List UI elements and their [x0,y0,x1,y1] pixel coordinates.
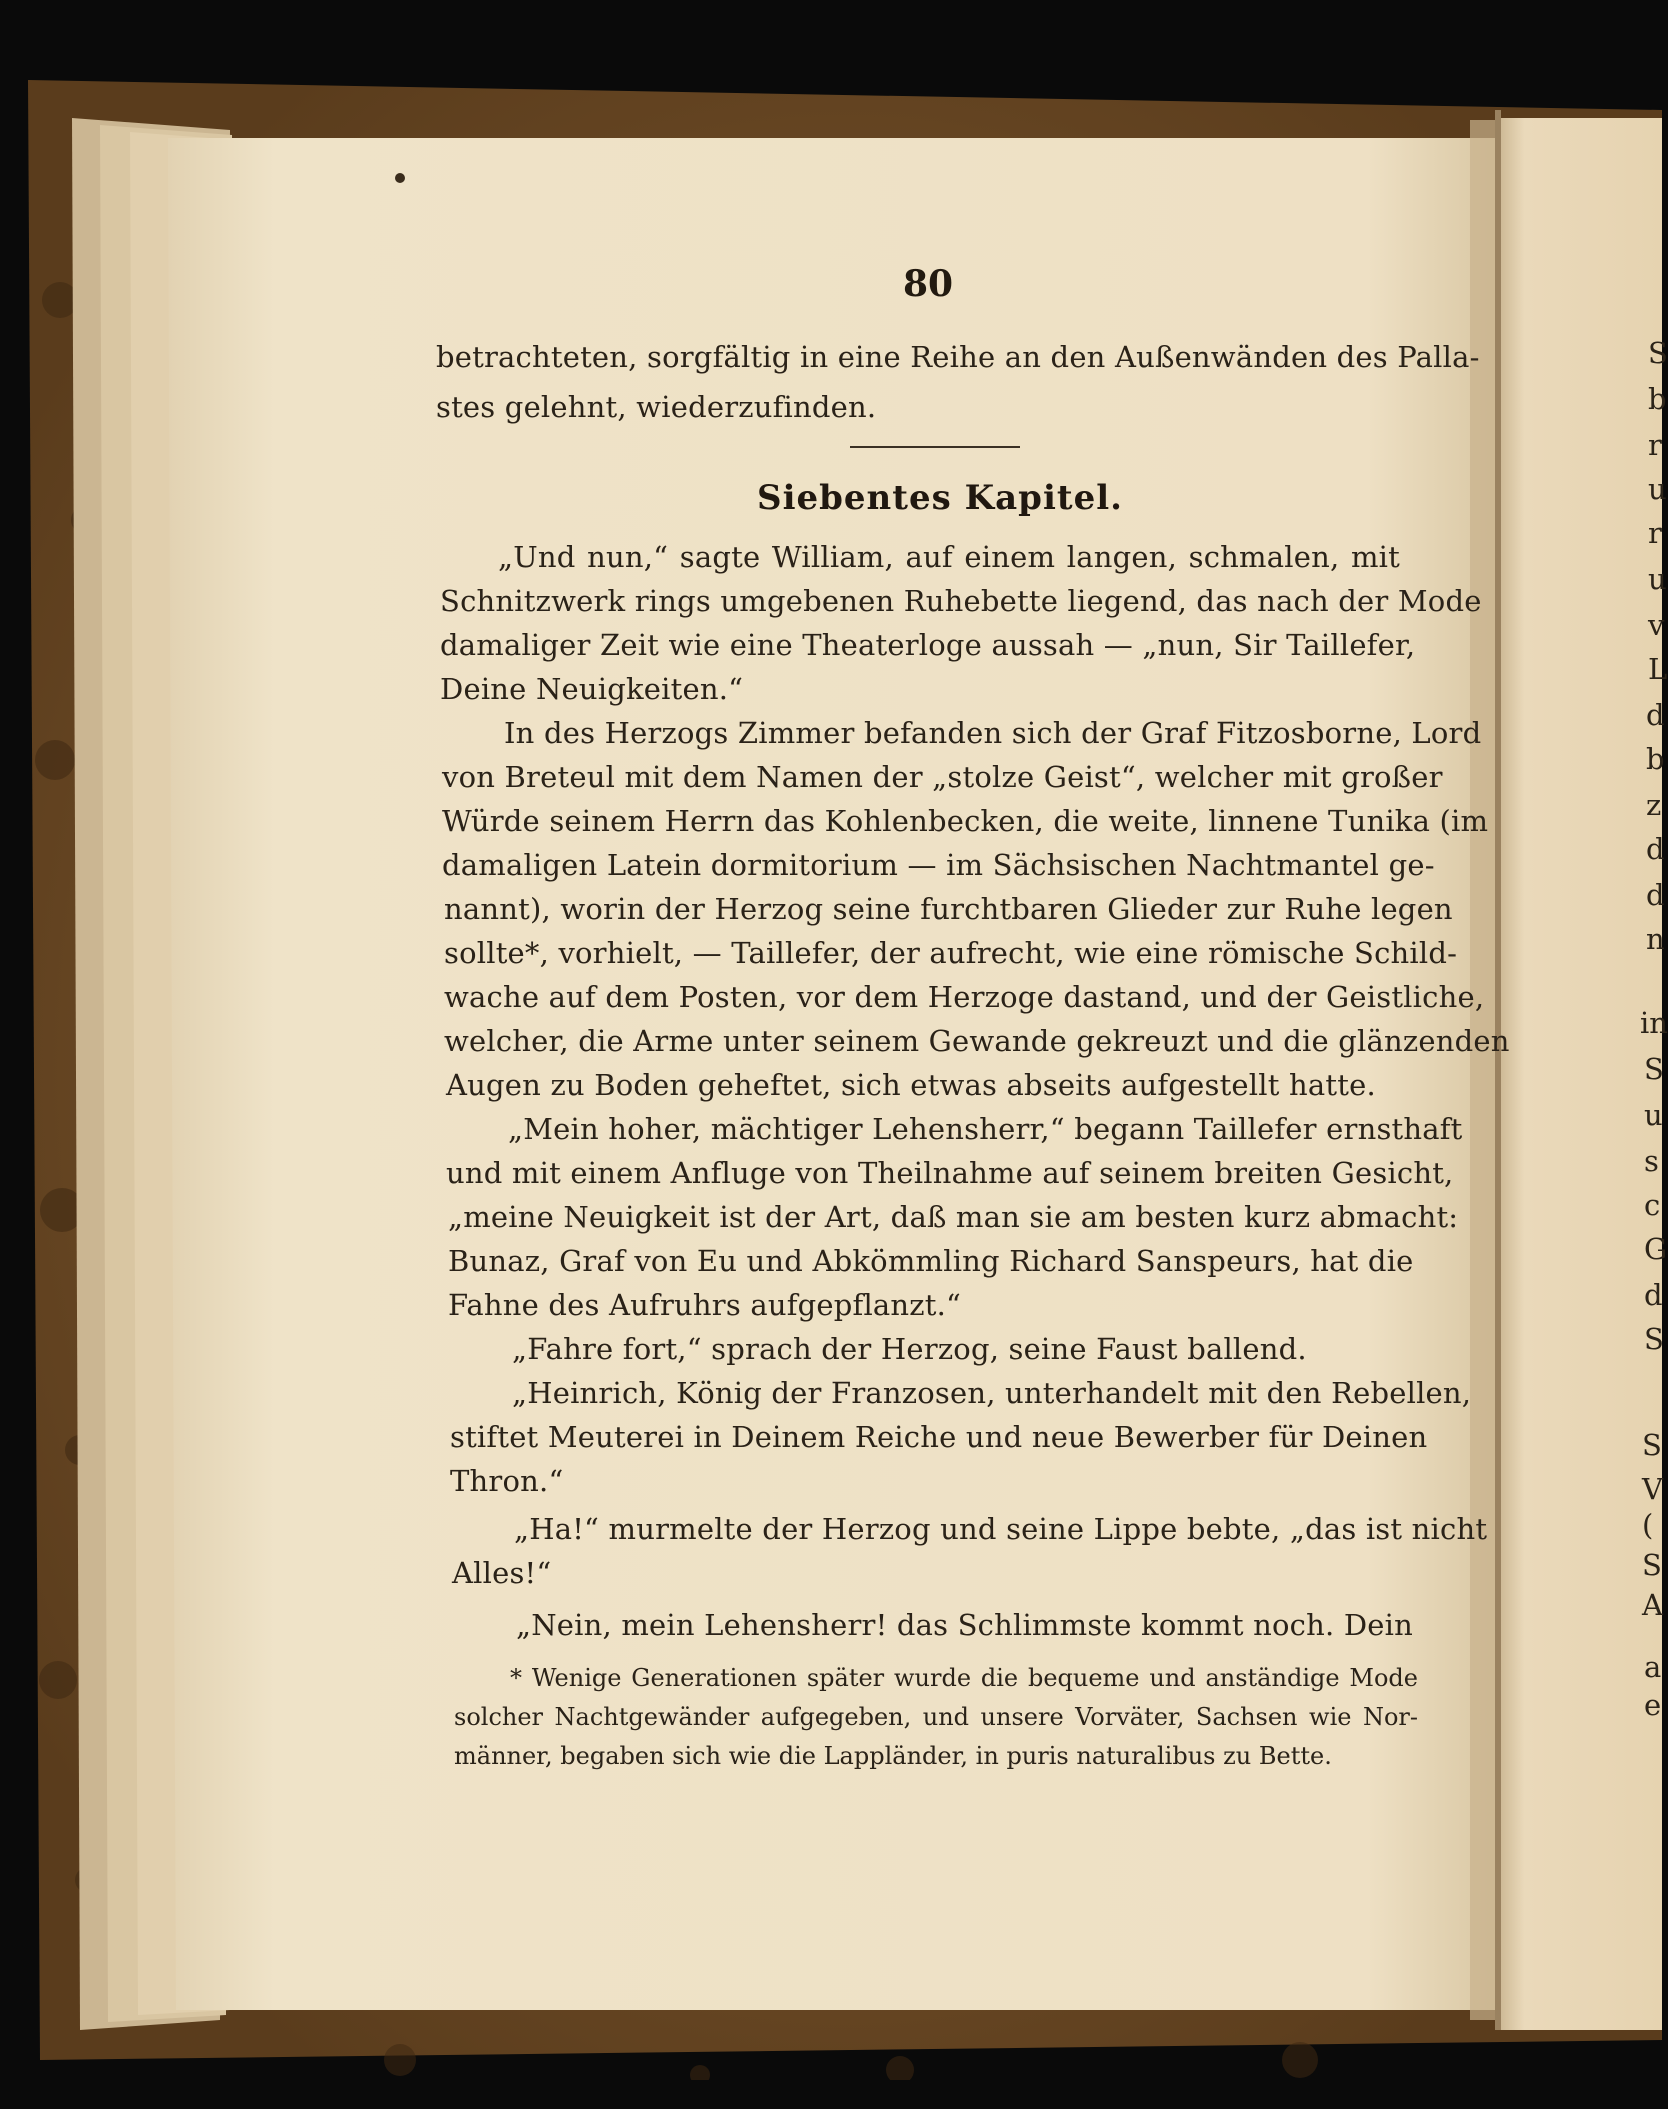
edge-glyph: G [1644,1232,1668,1266]
text-line: „Heinrich, König der Franzosen, unterhandelt mit den Rebellen, [512,1376,1472,1410]
edge-glyph: u [1648,562,1667,596]
edge-glyph: r [1648,516,1662,550]
text-line: Augen zu Boden geheftet, sich etwas abseits aufgestellt hatte. [446,1068,1376,1102]
edge-glyph: V [1642,1472,1663,1506]
text-line: Deine Neuigkeiten.“ [440,672,744,706]
edge-glyph: s [1644,1144,1659,1178]
edge-glyph: e [1644,1688,1662,1722]
text-line: In des Herzogs Zimmer befanden sich der Graf Fitzosborne, Lord [504,716,1482,750]
text-line: damaliger Zeit wie eine Theaterloge aussah — „nun, Sir Taillefer, [440,628,1416,662]
section-divider [850,446,1020,448]
footnote-line: solcher Nachtgewänder aufgegeben, und unsere Vorväter, Sachsen wie Nor- [454,1703,1418,1731]
text-line: Bunaz, Graf von Eu und Abkömmling Richard Sanspeurs, hat die [448,1244,1414,1278]
text-line: damaligen Latein dormitorium — im Sächsischen Nachtmantel ge- [442,848,1435,882]
text-line: „Mein hoher, mächtiger Lehensherr,“ begann Taillefer ernsthaft [508,1112,1463,1146]
text-line: Schnitzwerk rings umgebenen Ruhebette liegend, das nach der Mode [440,584,1482,618]
edge-glyph: A [1642,1588,1663,1622]
text-line: Alles!“ [452,1556,552,1590]
text-line: welcher, die Arme unter seinem Gewande gekreuzt und die glänzenden [444,1024,1510,1058]
text-line: stes gelehnt, wiederzufinden. [436,390,877,424]
text-line: „meine Neuigkeit ist der Art, daß man sie am besten kurz abmacht: [448,1200,1459,1234]
edge-glyph: d [1646,832,1665,866]
text-line: Thron.“ [450,1464,564,1498]
text-line: von Breteul mit dem Namen der „stolze Geist“, welcher mit großer [442,760,1443,794]
footnote-line: männer, begaben sich wie die Lappländer, in puris naturalibus zu Bette. [454,1742,1332,1770]
footnote-line: * Wenige Generationen später wurde die bequeme und anständige Mode [510,1664,1418,1692]
edge-glyph: ( [1642,1508,1654,1542]
text-line: „Nein, mein Lehensherr! das Schlimmste kommt noch. Dein [516,1608,1414,1642]
edge-glyph: b [1648,382,1667,416]
edge-glyph: S [1644,1052,1664,1086]
edge-glyph: v [1648,608,1665,642]
text-line: sollte*, vorhielt, — Taillefer, der aufrecht, wie eine römische Schild- [444,936,1458,970]
edge-glyph: S [1642,1428,1662,1462]
text-line: stiftet Meuterei in Deinem Reiche und neue Bewerber für Deinen [450,1420,1428,1454]
edge-glyph: d [1646,878,1665,912]
text-line: „Fahre fort,“ sprach der Herzog, seine Faust ballend. [512,1332,1307,1366]
edge-glyph: S [1644,1322,1664,1356]
chapter-heading: Siebentes Kapitel. [757,478,1123,518]
edge-glyph: n [1646,922,1665,956]
text-line: und mit einem Anfluge von Theilnahme auf seinem breiten Gesicht, [446,1156,1454,1190]
page-number: 80 [902,263,954,305]
edge-glyph: d [1646,698,1665,732]
edge-glyph: a [1644,1650,1662,1684]
edge-glyph: u [1644,1098,1663,1132]
edge-glyph: d [1644,1278,1663,1312]
edge-glyph: u [1648,472,1667,506]
edge-glyph: in [1640,1006,1668,1040]
text-line: wache auf dem Posten, vor dem Herzoge dastand, und der Geistliche, [444,980,1485,1014]
edge-glyph: S [1648,336,1668,370]
text-line: „Ha!“ murmelte der Herzog und seine Lippe bebte, „das ist nicht [514,1512,1488,1546]
edge-glyph: r [1648,428,1662,462]
edge-glyph: c [1644,1188,1661,1222]
text-line: Fahne des Aufruhrs aufgepflanzt.“ [448,1288,962,1322]
text-line: „Und nun,“ sagte William, auf einem langen, schmalen, mit [498,540,1400,574]
text-line: betrachteten, sorgfältig in eine Reihe an den Außenwänden des Palla- [436,340,1480,374]
edge-glyph: z [1646,788,1662,822]
edge-glyph: L [1648,652,1668,686]
text-line: nannt), worin der Herzog seine furchtbaren Glieder zur Ruhe legen [444,892,1453,926]
text-line: Würde seinem Herrn das Kohlenbecken, die weite, linnene Tunika (im [442,804,1489,838]
edge-glyph: b [1646,742,1665,776]
edge-glyph: S [1642,1548,1662,1582]
